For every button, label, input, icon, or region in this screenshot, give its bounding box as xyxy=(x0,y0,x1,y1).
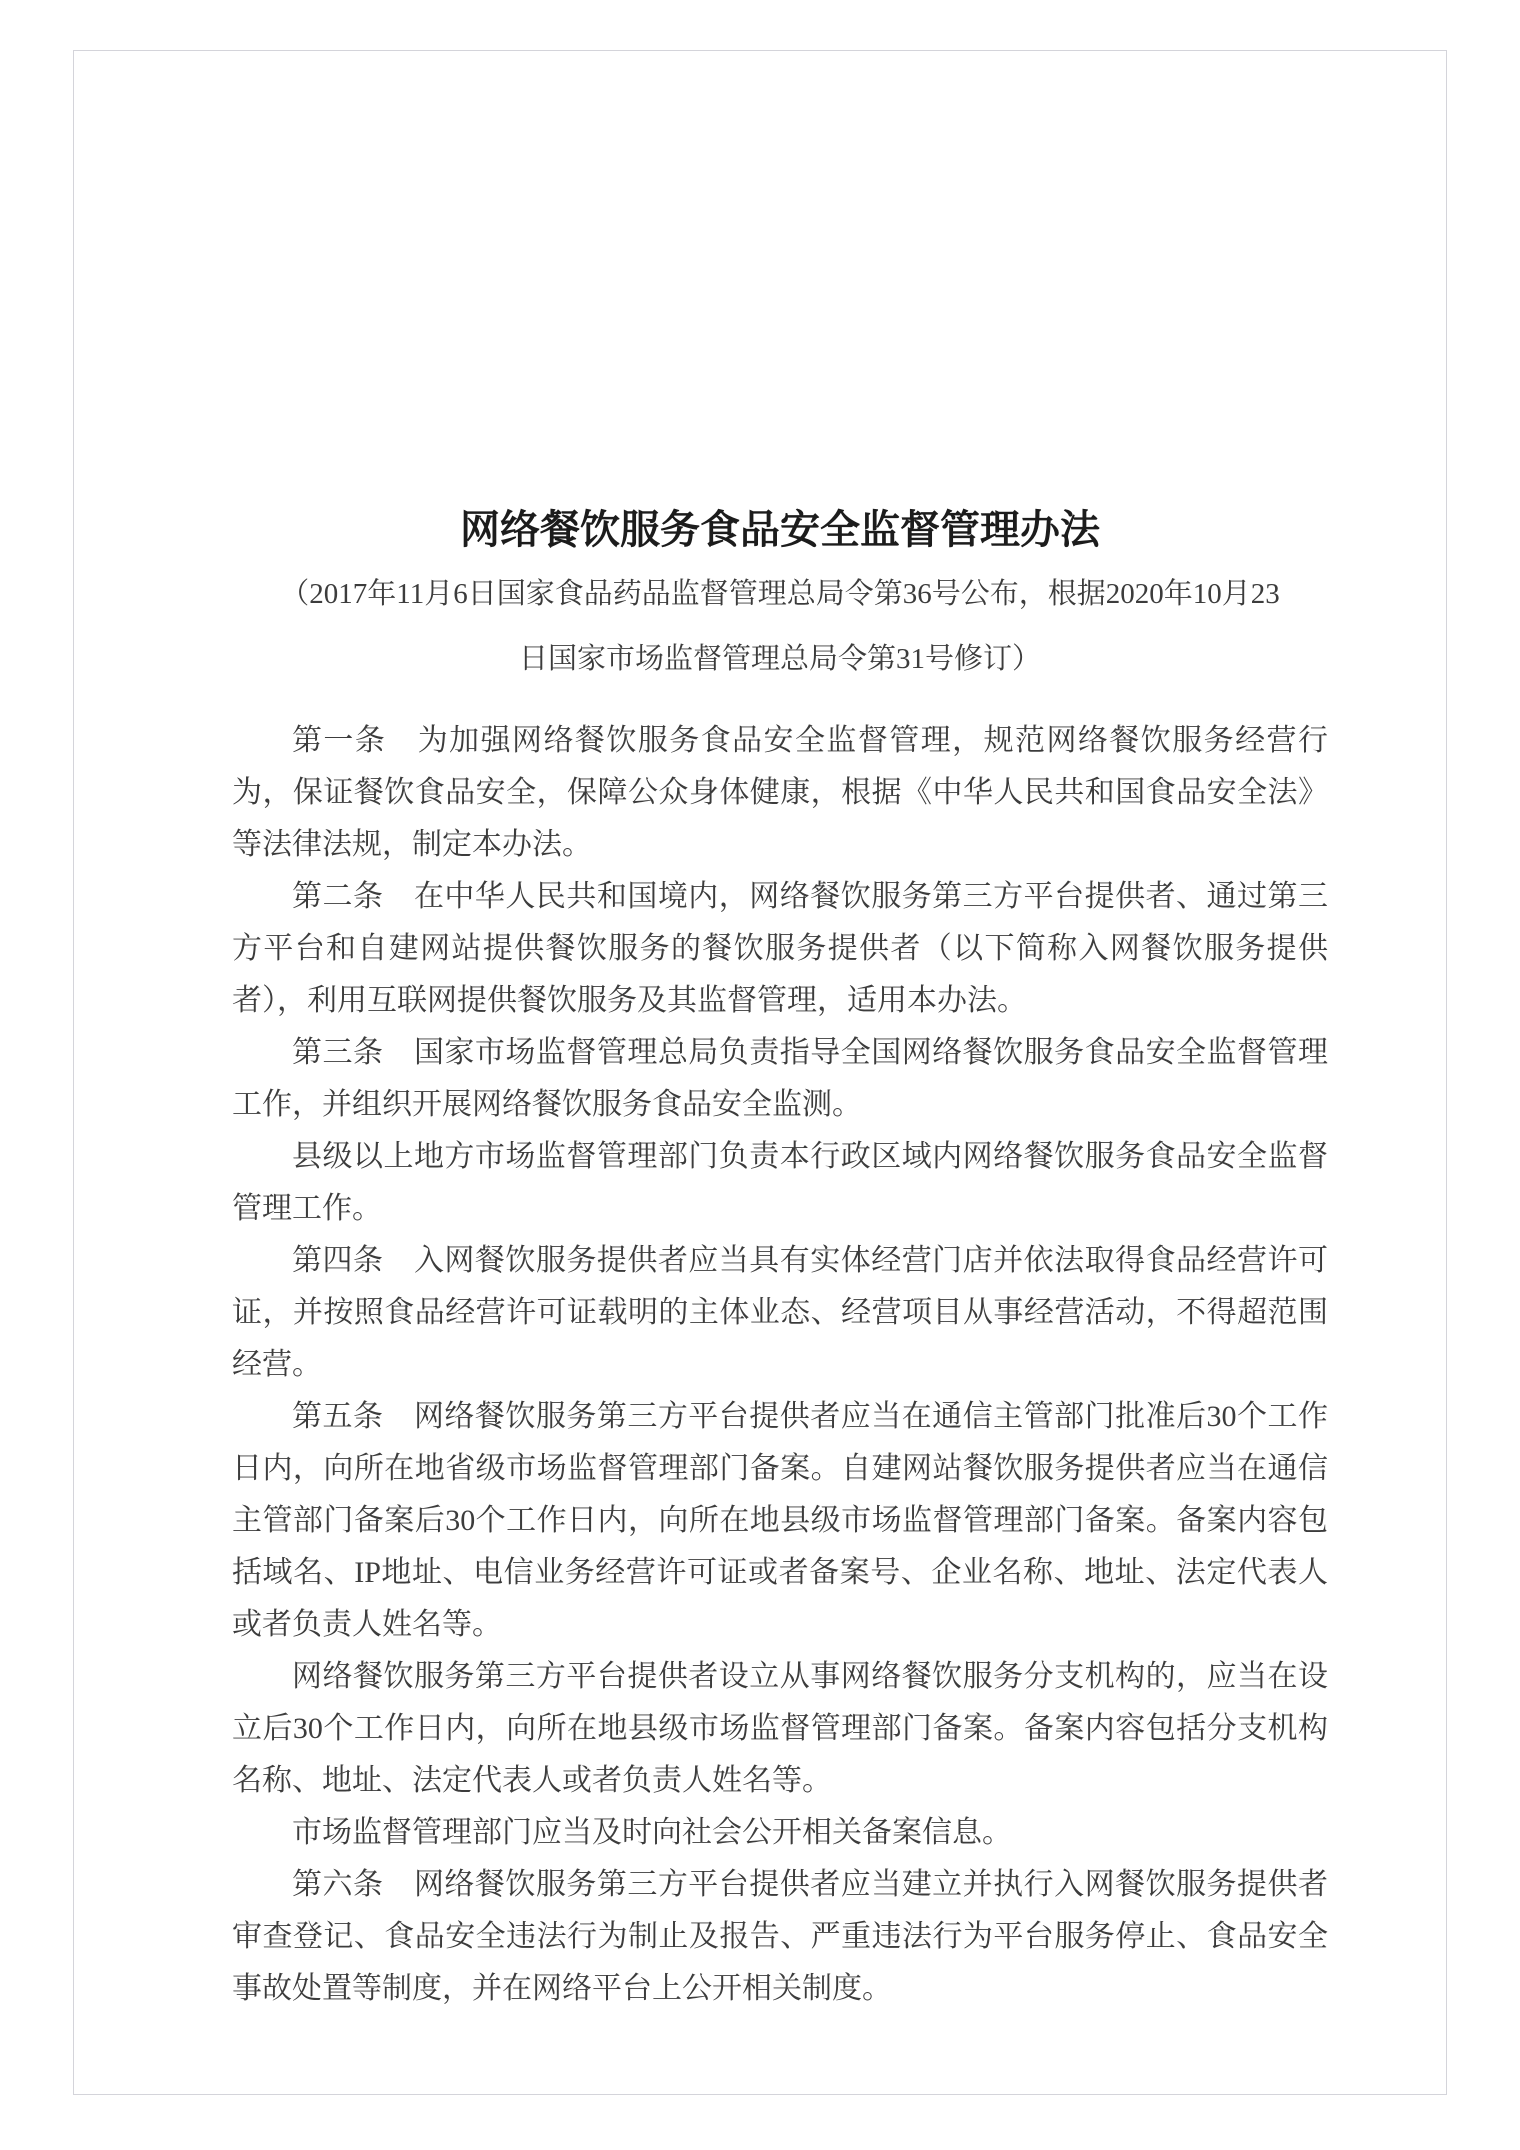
paragraph-article-5: 第五条 网络餐饮服务第三方平台提供者应当在通信主管部门批准后30个工作日内，向所在地省级市场监督管理部门备案。自建网站餐饮服务提供者应当在通信主管部门备案后30个工作日内，向所在地县级市场监督管理部门备案。备案内容包括域名、IP地址、电信业务经营许可证或者备案号、企业名称、地址、法定代表人或者负责人姓名等。 xyxy=(232,1400,1328,1641)
document-title: 网络餐饮服务食品安全监督管理办法 xyxy=(460,507,1100,552)
paragraph-article-2: 第二条 在中华人民共和国境内，网络餐饮服务第三方平台提供者、通过第三方平台和自建网站提供餐饮服务的餐饮服务提供者（以下简称入网餐饮服务提供者），利用互联网提供餐饮服务及其监督管理，适用本办法。 xyxy=(232,880,1328,1017)
paragraph-article-4: 第四条 入网餐饮服务提供者应当具有实体经营门店并依法取得食品经营许可证，并按照食品经营许可证载明的主体业态、经营项目从事经营活动，不得超范围经营。 xyxy=(232,1244,1328,1381)
paragraph-article-6: 第六条 网络餐饮服务第三方平台提供者应当建立并执行入网餐饮服务提供者审查登记、食品安全违法行为制止及报告、严重违法行为平台服务停止、食品安全事故处置等制度，并在网络平台上公开相关制度。 xyxy=(232,1868,1328,2005)
document-content xyxy=(74,51,1446,2094)
paragraph-article-3: 第三条 国家市场监督管理总局负责指导全国网络餐饮服务食品安全监督管理工作，并组织开展网络餐饮服务食品安全监测。 xyxy=(232,1036,1328,1121)
document-subtitle xyxy=(232,562,1328,692)
subtitle-line-1: （2017年11月6日国家食品药品监督管理总局令第36号公布，根据2020年10月23 xyxy=(280,578,1280,610)
paragraph-article-5-branch: 网络餐饮服务第三方平台提供者设立从事网络餐饮服务分支机构的，应当在设立后30个工作日内，向所在地县级市场监督管理部门备案。备案内容包括分支机构名称、地址、法定代表人或者负责人姓名等。 xyxy=(232,1660,1328,1797)
document-body xyxy=(232,715,1328,2015)
subtitle-line-2: 日国家市场监督管理总局令第31号修订） xyxy=(518,643,1041,675)
paragraph-article-1: 第一条 为加强网络餐饮服务食品安全监督管理，规范网络餐饮服务经营行为，保证餐饮食品安全，保障公众身体健康，根据《中华人民共和国食品安全法》等法律法规，制定本办法。 xyxy=(232,724,1328,861)
paragraph-article-5-publish: 市场监督管理部门应当及时向社会公开相关备案信息。 xyxy=(292,1816,1012,1849)
paragraph-article-3-continued: 县级以上地方市场监督管理部门负责本行政区域内网络餐饮服务食品安全监督管理工作。 xyxy=(232,1140,1328,1225)
document-page xyxy=(73,50,1447,2095)
